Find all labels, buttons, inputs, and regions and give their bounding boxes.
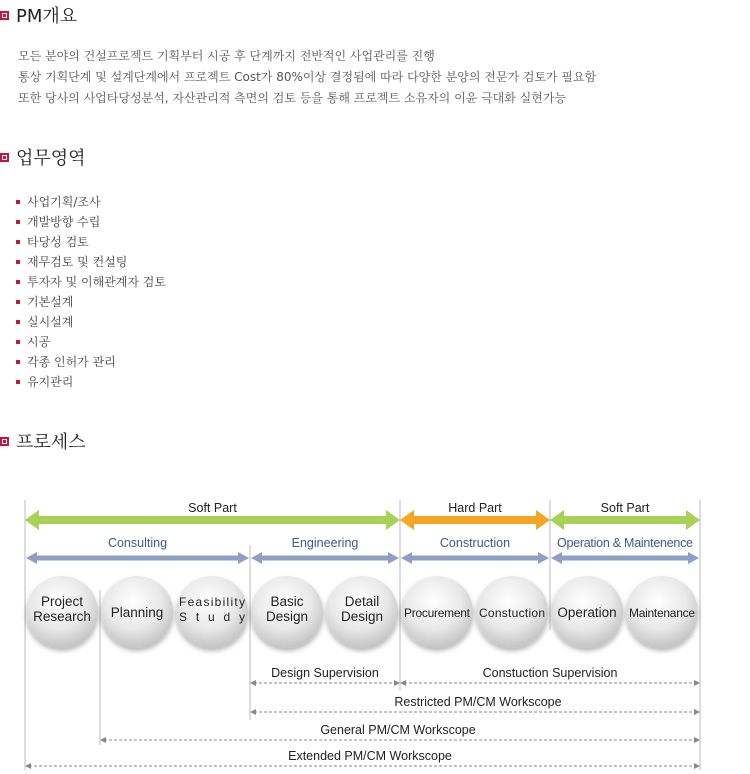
list-item: 실시설계 xyxy=(16,312,166,332)
process-step xyxy=(476,576,548,648)
process-steps xyxy=(26,576,698,648)
process-step xyxy=(551,576,623,648)
bullet-icon xyxy=(16,380,20,384)
section-title-overview xyxy=(0,2,77,28)
step-label: Detail xyxy=(344,594,380,609)
scope-label: Restricted PM/CM Workscope xyxy=(394,695,562,709)
list-item: 개발방향 수립 xyxy=(16,212,166,232)
step-label: Feasibility xyxy=(179,595,245,609)
overview-text xyxy=(18,46,596,109)
process-step xyxy=(176,576,248,648)
phase-label: Operation & Maintenence xyxy=(557,536,693,550)
part-label: Soft Part xyxy=(188,501,237,515)
process-step xyxy=(101,576,173,648)
square-bullet-icon xyxy=(0,11,9,20)
scope-arrows xyxy=(25,666,700,769)
step-label: Operation xyxy=(557,605,617,620)
process-step xyxy=(326,576,398,648)
arrowhead-icon xyxy=(694,763,700,769)
step-label: Planning xyxy=(110,605,164,620)
phase-arrows xyxy=(26,536,699,564)
phase-arrow xyxy=(26,552,249,564)
bullet-icon xyxy=(16,200,20,204)
step-label: Design xyxy=(340,609,384,624)
arrowhead-icon xyxy=(100,737,106,743)
scope-label: General PM/CM Workscope xyxy=(320,723,476,737)
square-bullet-icon xyxy=(0,437,9,446)
scope-list xyxy=(16,192,166,392)
list-item: 사업기획/조사 xyxy=(16,192,166,212)
bullet-icon xyxy=(16,260,20,264)
section-title-scope xyxy=(0,144,86,170)
step-label: Maintenance xyxy=(629,606,695,620)
arrowhead-icon xyxy=(25,763,31,769)
phase-arrow xyxy=(251,552,399,564)
list-item: 유지관리 xyxy=(16,372,166,392)
overview-line: 모든 분야의 건설프로젝트 기획부터 시공 후 단계까지 전반적인 사업관리를 진행 xyxy=(18,49,435,63)
step-label: Project xyxy=(40,594,84,609)
list-item: 타당성 검토 xyxy=(16,232,166,252)
phase-label: Engineering xyxy=(291,536,359,550)
bullet-icon xyxy=(16,320,20,324)
part-arrows xyxy=(25,501,700,530)
process-title: 프로세스 xyxy=(16,432,86,453)
process-step xyxy=(401,576,473,648)
phase-label: Consulting xyxy=(107,536,168,550)
bullet-icon xyxy=(16,300,20,304)
arrowhead-icon xyxy=(694,737,700,743)
step-label: Research xyxy=(33,609,91,624)
scope-label: Constuction Supervision xyxy=(482,666,618,680)
list-item: 시공 xyxy=(16,332,166,352)
step-label: Constuction xyxy=(479,606,545,620)
step-label: Study xyxy=(179,610,245,624)
arrowhead-icon xyxy=(400,680,406,686)
arrowhead-icon xyxy=(394,680,400,686)
list-item: 재무검토 및 컨설팅 xyxy=(16,252,166,272)
square-bullet-icon xyxy=(0,153,9,162)
arrowhead-icon xyxy=(694,709,700,715)
arrowhead-icon xyxy=(250,709,256,715)
process-step xyxy=(26,576,98,648)
phase-label: Construction xyxy=(439,536,511,550)
list-item: 투자자 및 이해관계자 검토 xyxy=(16,272,166,292)
scope-label: Design Supervision xyxy=(271,666,379,680)
process-diagram xyxy=(0,490,750,774)
list-item: 기본설계 xyxy=(16,292,166,312)
step-label: Design xyxy=(265,609,309,624)
step-label: Procurement xyxy=(404,606,470,620)
part-label: Soft Part xyxy=(600,501,650,515)
part-label: Hard Part xyxy=(448,501,502,515)
bullet-icon xyxy=(16,240,20,244)
overview-line: 통상 기획단계 및 설계단계에서 프로젝트 Cost가 80%이상 결정됨에 따라 다양한 분양의 전문가 검토가 필요함 xyxy=(18,70,597,84)
process-step xyxy=(251,576,323,648)
phase-arrow xyxy=(401,552,549,564)
overview-title: PM개요 xyxy=(16,6,78,27)
section-title-process xyxy=(0,428,86,454)
scope-title: 업무영역 xyxy=(16,148,86,169)
arrowhead-icon xyxy=(250,680,256,686)
process-step xyxy=(626,576,698,648)
step-label: Basic xyxy=(270,594,304,609)
bullet-icon xyxy=(16,340,20,344)
bullet-icon xyxy=(16,280,20,284)
scope-label: Extended PM/CM Workscope xyxy=(288,749,452,763)
arrowhead-icon xyxy=(694,680,700,686)
overview-line: 또한 당사의 사업타당성분석, 자산관리적 측면의 검토 등을 통해 프로젝트 소유자의 이윤 극대화 실현가능 xyxy=(18,91,567,105)
bullet-icon xyxy=(16,220,20,224)
list-item: 각종 인허가 관리 xyxy=(16,352,166,372)
bullet-icon xyxy=(16,360,20,364)
phase-arrow xyxy=(551,552,699,564)
